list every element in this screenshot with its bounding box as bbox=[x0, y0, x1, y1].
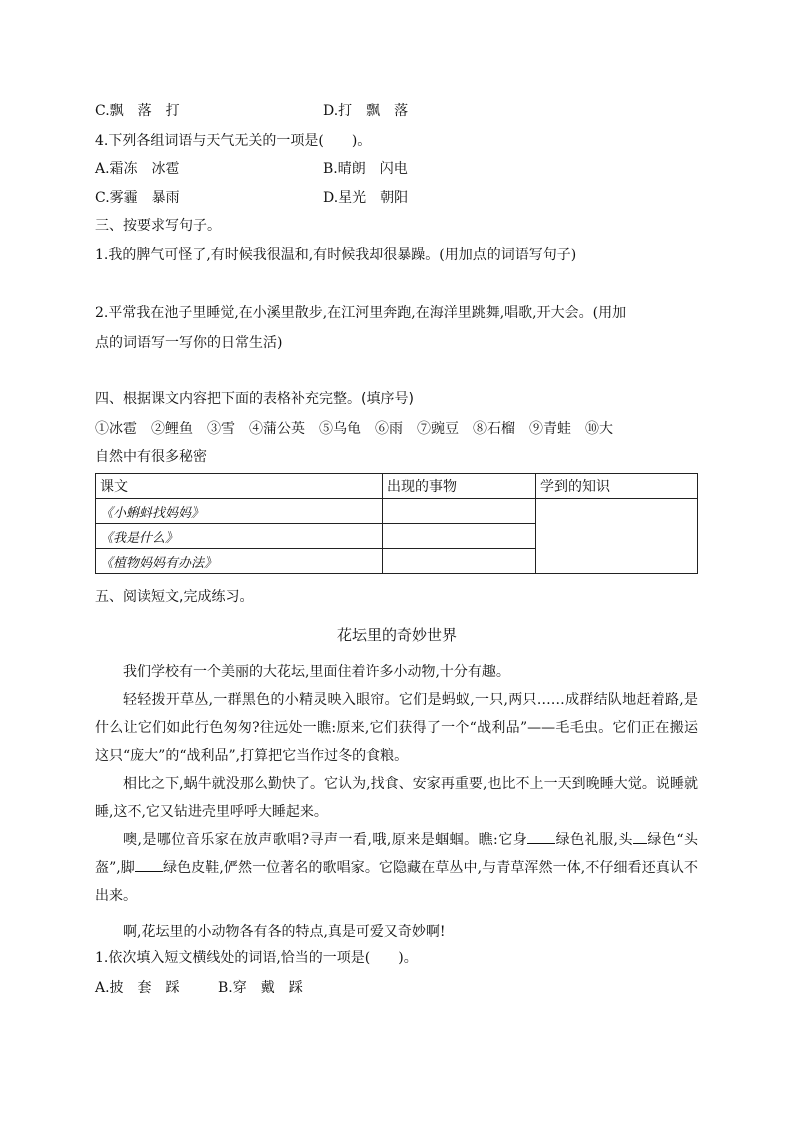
q4-option-d: D.星光 朝阳 bbox=[323, 190, 409, 206]
section5-q1-option-a: A.披 套 踩 bbox=[95, 980, 180, 996]
section5-q1-option-b: B.穿 戴 踩 bbox=[218, 980, 303, 996]
table-cell-blank[interactable] bbox=[383, 524, 536, 549]
q4-option-c: C.雾霾 暴雨 bbox=[95, 190, 180, 206]
table-cell-lesson: 《小蝌蚪找妈妈》 bbox=[96, 499, 383, 524]
passage-paragraph-2: 轻轻拨开草丛,一群黑色的小精灵映入眼帘。它们是蚂蚁,一只,两只……成群结队地赶着路,是什么让它们如此行色匆匆?往远处一瞧:原来,它们获得了一个“战利品”——毛毛虫。它们正在搬运这只“庞大”的“战利品”,打算把它当作过冬的食粮。 bbox=[95, 692, 698, 764]
paragraph-4-text-d: 绿色皮鞋,俨然一位著名的歌唱家。它隐藏在草丛中,与青草浑然一体,不仔细看还真认不出来。 bbox=[95, 860, 698, 904]
passage-paragraph-3: 相比之下,蜗牛就没那么勤快了。它认为,找食、安家再重要,也比不上一天到晚睡大觉。说睡就睡,这不,它又钻进壳里呼呼大睡起来。 bbox=[95, 776, 698, 820]
q4-stem: 4.下列各组词语与天气无关的一项是( )。 bbox=[95, 133, 372, 149]
section4-options-line1: ①冰雹 ②鲤鱼 ③雪 ④蒲公英 ⑤乌龟 ⑥雨 ⑦豌豆 ⑧石榴 ⑨青蛙 ⑩大 bbox=[95, 421, 613, 437]
section4-options-line2: 自然中有很多秘密 bbox=[95, 449, 207, 465]
paragraph-4-text-b: 绿色礼服,头 bbox=[555, 832, 633, 848]
passage-paragraph-5: 啊,花坛里的小动物各有各的特点,真是可爱又奇妙啊! bbox=[123, 924, 446, 940]
section5-title: 五、阅读短文,完成练习。 bbox=[95, 589, 254, 605]
table-cell-blank[interactable] bbox=[383, 549, 536, 574]
paragraph-4-text-c: 绿色“头盔”,脚 bbox=[95, 832, 698, 876]
section3-q1: 1.我的脾气可怪了,有时候我很温和,有时候我却很暴躁。(用加点的词语写句子) bbox=[95, 247, 577, 263]
section5-q1-stem: 1.依次填入短文横线处的词语,恰当的一项是( )。 bbox=[95, 950, 418, 966]
table-row bbox=[96, 499, 698, 524]
section4-title: 四、根据课文内容把下面的表格补充完整。(填序号) bbox=[95, 391, 414, 407]
fill-blank-3[interactable] bbox=[135, 857, 163, 872]
table-cell-lesson: 《植物妈妈有办法》 bbox=[96, 549, 383, 574]
table-header: 学到的知识 bbox=[536, 474, 698, 499]
answer-table bbox=[95, 473, 698, 574]
fill-blank-1[interactable] bbox=[527, 829, 555, 844]
paragraph-4-text-a: 噢,是哪位音乐家在放声歌唱?寻声一看,哦,原来是蝈蝈。瞧:它身 bbox=[123, 832, 528, 848]
q3-option-d: D.打 飘 落 bbox=[323, 103, 409, 119]
section3-q2-line1: 2.平常我在池子里睡觉,在小溪里散步,在江河里奔跑,在海洋里跳舞,唱歌,开大会。(用加 bbox=[95, 305, 627, 321]
fill-blank-2[interactable] bbox=[633, 829, 647, 844]
table-header: 课文 bbox=[96, 474, 383, 499]
passage-title: 花坛里的奇妙世界 bbox=[336, 626, 457, 644]
passage-paragraph-1: 我们学校有一个美丽的大花坛,里面住着许多小动物,十分有趣。 bbox=[123, 664, 510, 680]
q4-option-b: B.晴朗 闪电 bbox=[323, 161, 408, 177]
q3-option-c: C.飘 落 打 bbox=[95, 103, 180, 119]
table-cell-lesson: 《我是什么》 bbox=[96, 524, 383, 549]
table-header-row bbox=[96, 474, 698, 499]
table-cell-blank[interactable] bbox=[383, 499, 536, 524]
passage-paragraph-4 bbox=[95, 826, 698, 910]
table-cell-knowledge-blank[interactable] bbox=[536, 499, 698, 574]
section3-q2-line2: 点的词语写一写你的日常生活) bbox=[95, 335, 283, 351]
table-header: 出现的事物 bbox=[383, 474, 536, 499]
q4-option-a: A.霜冻 冰雹 bbox=[95, 161, 180, 177]
section3-title: 三、按要求写句子。 bbox=[95, 218, 221, 234]
